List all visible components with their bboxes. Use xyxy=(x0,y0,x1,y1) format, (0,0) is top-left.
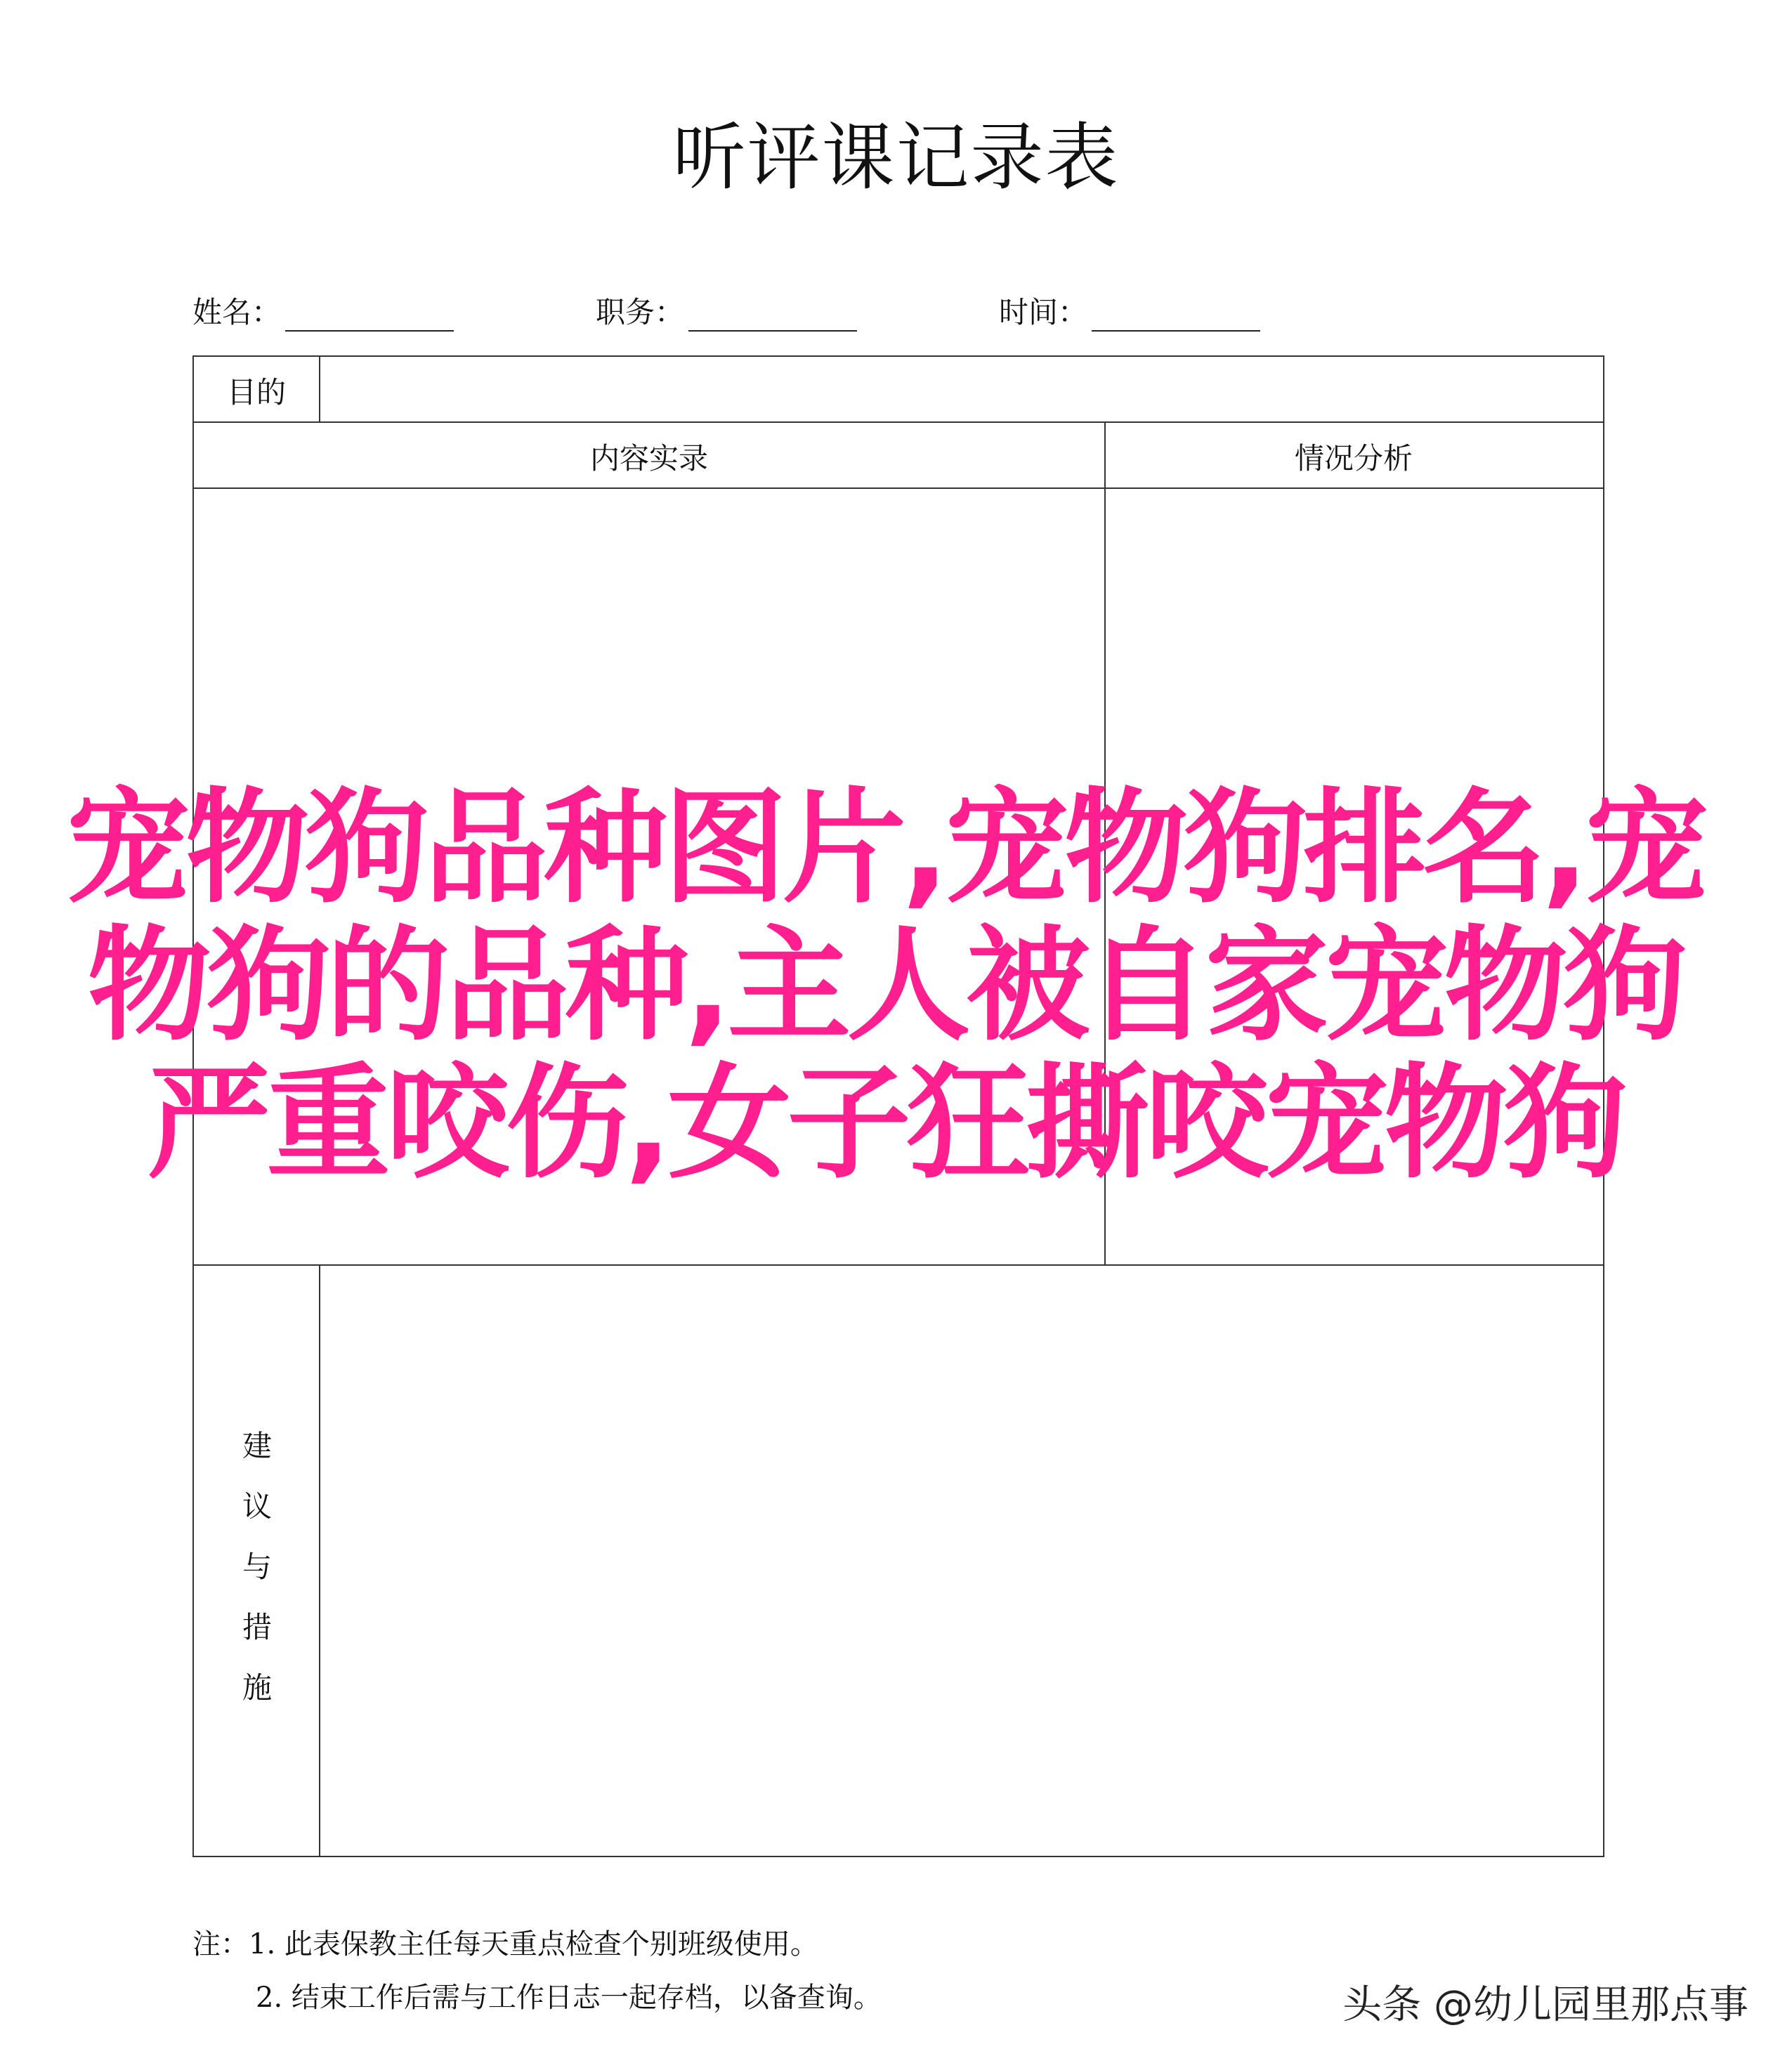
row-divider-purpose xyxy=(194,421,1603,423)
suggestion-char: 与 xyxy=(242,1550,272,1584)
notes xyxy=(192,1918,882,2024)
col-divider-purpose xyxy=(319,357,320,421)
row-divider-header xyxy=(194,487,1603,489)
time-field xyxy=(999,289,1260,332)
position-label: 职务： xyxy=(596,295,685,329)
time-label: 时间： xyxy=(999,295,1088,329)
analysis-header: 情况分析 xyxy=(1294,441,1413,476)
position-blank xyxy=(688,302,857,332)
content-header: 内容实录 xyxy=(589,441,708,476)
row-divider-content xyxy=(194,1264,1603,1266)
time-blank xyxy=(1092,302,1260,332)
suggestion-char: 施 xyxy=(242,1670,272,1705)
note-line-2: 2. 结束工作后需与工作日志一起存档，以备查询。 xyxy=(256,1982,882,2014)
position-field xyxy=(596,289,857,332)
suggestion-label xyxy=(194,1416,320,1718)
name-blank xyxy=(285,302,454,332)
name-field xyxy=(192,289,454,332)
suggestion-char: 议 xyxy=(242,1489,272,1524)
watermark: 头条 @幼儿园里那点事 xyxy=(1342,1982,1748,2028)
purpose-label: 目的 xyxy=(226,375,286,410)
document-title: 听评课记录表 xyxy=(672,114,1120,200)
suggestion-char: 建 xyxy=(242,1429,272,1463)
overlay-headline: 宠物狗品种图片,宠物狗排名,宠物狗的品种,主人被自家宠物狗严重咬伤,女子狂撕咬宠物狗 xyxy=(66,776,1704,1196)
note-line-1: 注：1. 此表保教主任每天重点检查个别班级使用。 xyxy=(192,1928,818,1960)
name-label: 姓名： xyxy=(192,295,282,329)
suggestion-char: 措 xyxy=(242,1610,272,1644)
